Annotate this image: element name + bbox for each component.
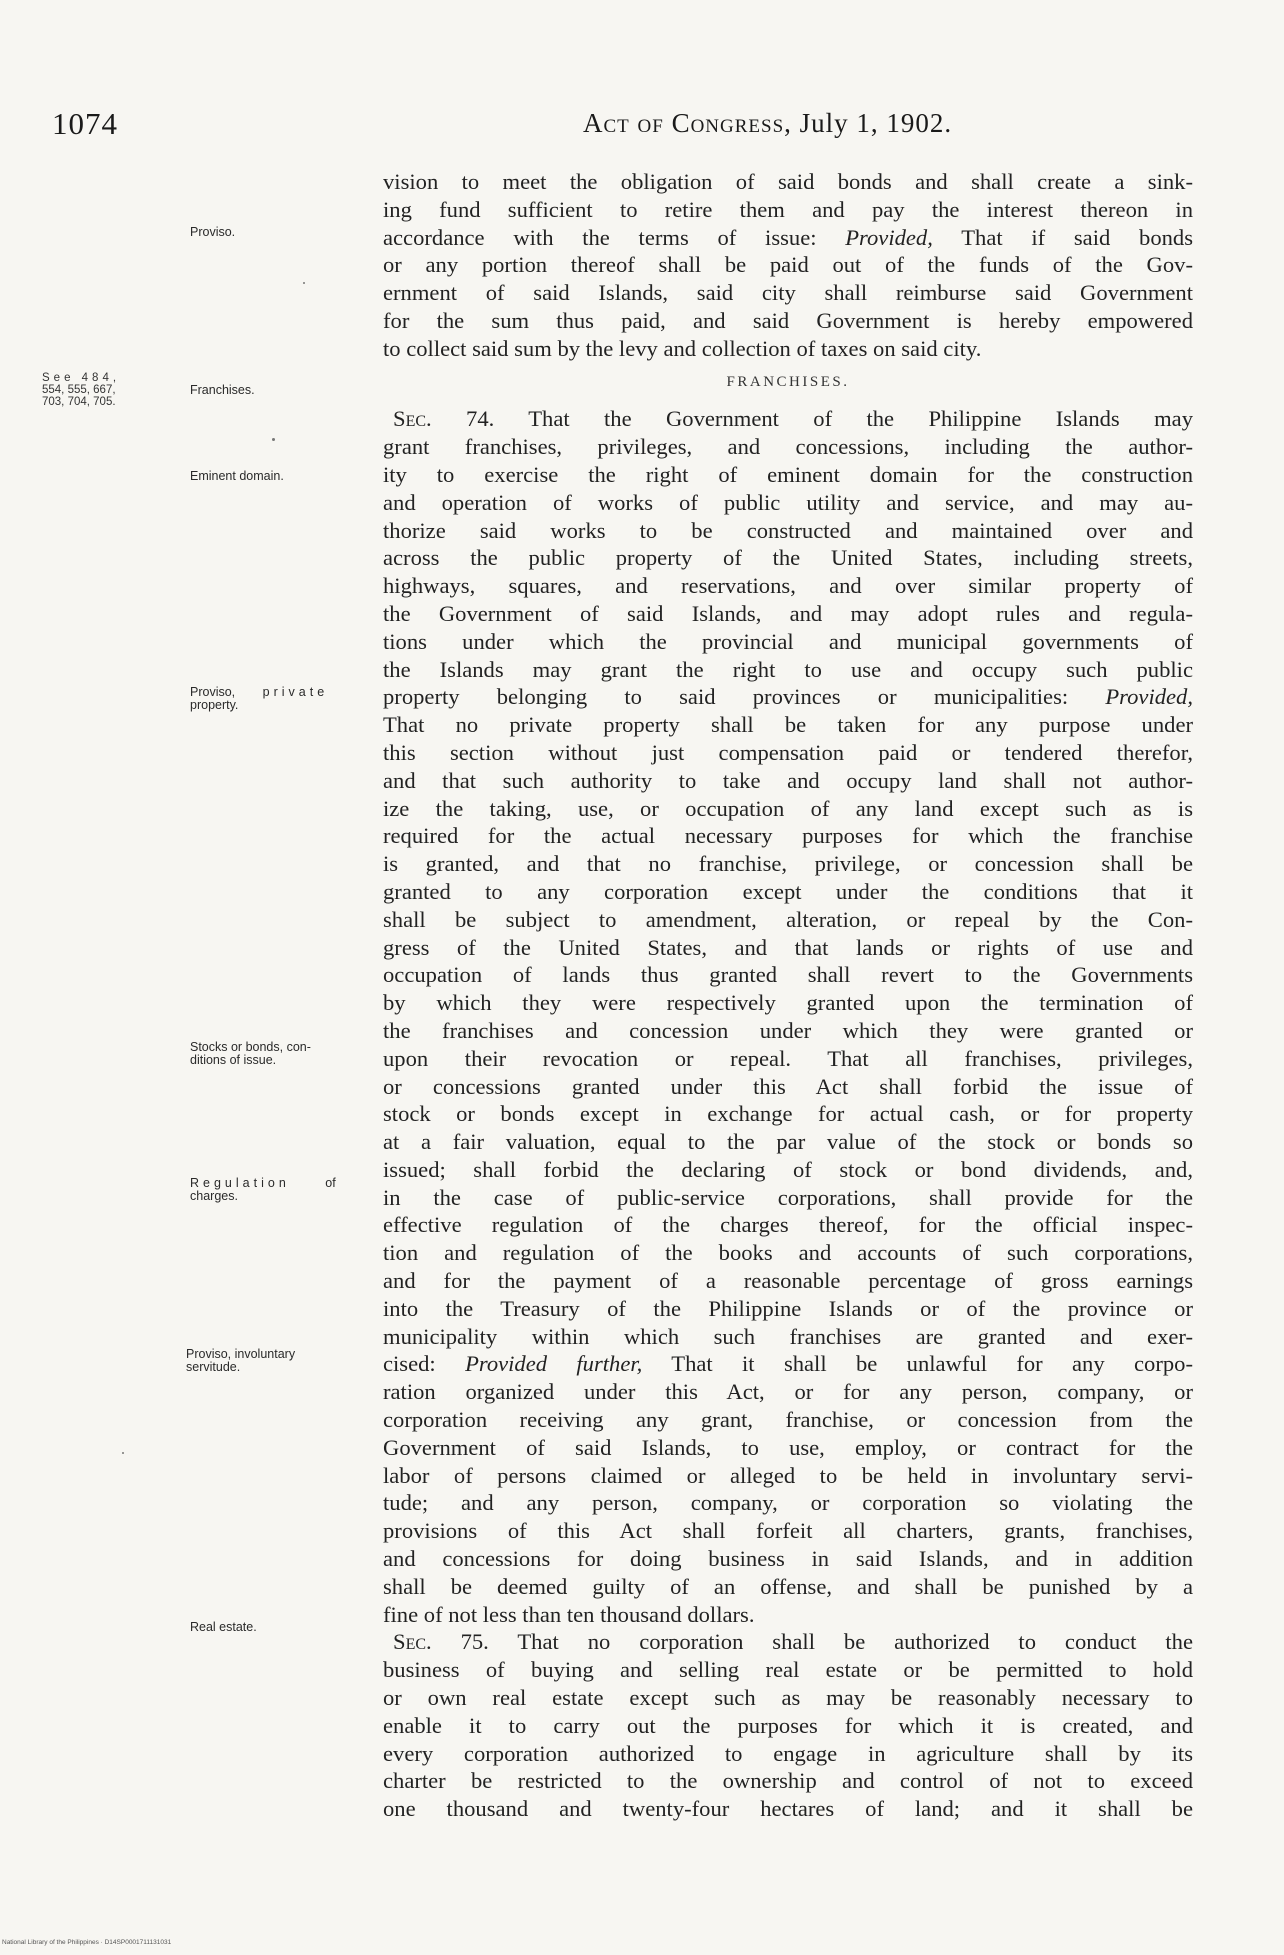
side-note-line: Regulation — [190, 1176, 290, 1190]
page-number: 1074 — [52, 106, 118, 141]
side-note-proviso: Proviso. — [190, 225, 236, 239]
side-note-proviso-private — [190, 686, 328, 712]
text-line: ize the taking, use, or occupation of any land except such as is — [383, 795, 1193, 821]
text-line: by which they were respectively granted upon the termination of — [383, 990, 1193, 1016]
text-line: business of buying and selling real estate or be permitted to hold — [383, 1657, 1193, 1683]
text-line: for the sum thus paid, and said Government is hereby empowered — [383, 307, 1193, 333]
text-line: every corporation authorized to engage in agriculture shall by its — [383, 1740, 1193, 1766]
section-label: Sec. 74. — [393, 406, 495, 432]
text-line: shall be deemed guilty of an offense, and shall be punished by a — [383, 1573, 1193, 1599]
text-line: That no private property shall be taken for any purpose under — [383, 712, 1193, 738]
text-line: ing fund sufficient to retire them and pay the interest thereon in — [383, 196, 1193, 222]
text-line: and that such authority to take and occupy land shall not author- — [383, 767, 1193, 793]
side-note-line: private — [262, 685, 329, 699]
text-line: fine of not less than ten thousand dollars. — [383, 1601, 755, 1627]
side-note-eminent-domain: Eminent domain. — [190, 469, 284, 483]
text-line: Sec. 74. That the Government of the Philippine Islands may — [393, 406, 1193, 432]
text-line: enable it to carry out the purposes for which it is created, and — [383, 1712, 1193, 1738]
text-line: upon their revocation or repeal. That all franchises, privileges, — [383, 1045, 1193, 1071]
text-line: gress of the United States, and that lands or rights of use and — [383, 934, 1193, 960]
text-line: the franchises and concession under which they were granted or — [383, 1017, 1193, 1043]
text-line: and for the payment of a reasonable percentage of gross earnings — [383, 1268, 1193, 1294]
running-head-date: July 1, 1902. — [799, 108, 953, 138]
text-line: provisions of this Act shall forfeit all charters, grants, franchises, — [383, 1518, 1193, 1544]
side-note-involuntary-servitude — [186, 1348, 295, 1374]
text-line: grant franchises, privileges, and concessions, including the author- — [383, 434, 1193, 460]
text-line: this section without just compensation paid or tendered therefor, — [383, 739, 1193, 765]
side-note-line: ditions of issue. — [190, 1053, 277, 1067]
running-head — [583, 108, 952, 139]
text-line: issued; shall forbid the declaring of stock or bond dividends, and, — [383, 1156, 1193, 1182]
text-line: thorize said works to be constructed and maintained over and — [383, 517, 1193, 543]
side-note-franchises: Franchises. — [190, 383, 255, 397]
text-line: stock or bonds except in exchange for actual cash, or for property — [383, 1101, 1193, 1127]
text-line: occupation of lands thus granted shall revert to the Governments — [383, 962, 1193, 988]
section-heading-franchises: FRANCHISES. — [726, 373, 850, 390]
text-line: required for the actual necessary purposes for which the franchise — [383, 823, 1193, 849]
text-line: property belonging to said provinces or municipalities: Provided, — [383, 684, 1193, 710]
scan-credit: National Library of the Philippines · D14SP0001711131031 — [2, 1939, 172, 1946]
provided-italic: Provided, — [845, 224, 933, 250]
text-line: accordance with the terms of issue: Provided, That if said bonds — [383, 224, 1193, 250]
text-line: ration organized under this Act, or for any person, company, or — [383, 1379, 1193, 1405]
scan-speck — [303, 282, 305, 284]
text-line: or concessions granted under this Act shall forbid the issue of — [383, 1073, 1193, 1099]
text-line: charter be restricted to the ownership and control of not to exceed — [383, 1768, 1193, 1794]
side-note-line: charges. — [190, 1189, 238, 1203]
side-note-stocks-bonds — [190, 1041, 311, 1067]
side-note-line: Proviso, involuntary — [186, 1347, 296, 1361]
text-line: Government of said Islands, to use, employ, or contract for the — [383, 1434, 1193, 1460]
text-line: cised: Provided further, That it shall be unlawful for any corpo- — [383, 1351, 1193, 1377]
text-line: at a fair valuation, equal to the par value of the stock or bonds so — [383, 1129, 1193, 1155]
text-line: and concessions for doing business in said Islands, and in addition — [383, 1546, 1193, 1572]
side-note-line: Proviso, — [190, 685, 236, 699]
side-note-line: property. — [190, 698, 239, 712]
text-line: Sec. 75. That no corporation shall be authorized to conduct the — [393, 1629, 1193, 1655]
text-line: vision to meet the obligation of said bonds and shall create a sink- — [383, 169, 1193, 194]
scan-speck — [272, 438, 275, 441]
text-line: effective regulation of the charges thereof, for the official inspec- — [383, 1212, 1193, 1238]
text-line: corporation receiving any grant, franchise, or concession from the — [383, 1407, 1193, 1433]
side-note-section-refs — [42, 372, 120, 408]
side-note-regulation-charges — [190, 1177, 336, 1203]
side-note-line: of — [325, 1176, 336, 1190]
scan-speck — [122, 1452, 124, 1454]
side-ref-line: See 484, — [42, 372, 121, 384]
text-line: the Government of said Islands, and may adopt rules and regula- — [383, 600, 1193, 626]
side-ref-line: 554, 555, 667, — [42, 384, 116, 396]
text-line: across the public property of the United States, including streets, — [383, 545, 1193, 571]
text-line: tude; and any person, company, or corporation so violating the — [383, 1490, 1193, 1516]
text-line: municipality within which such franchises are granted and exer- — [383, 1323, 1193, 1349]
side-ref-line: 703, 704, 705. — [42, 396, 116, 408]
section-label: Sec. 75. — [393, 1629, 489, 1655]
text-line: and operation of works of public utility and service, and may au- — [383, 489, 1193, 515]
text-line: granted to any corporation except under the conditions that it — [383, 878, 1193, 904]
text-line: the Islands may grant the right to use and occupy such public — [383, 656, 1193, 682]
side-note-line: Stocks or bonds, con- — [190, 1040, 311, 1054]
provided-further-italic: Provided further, — [465, 1351, 643, 1377]
text-line: highways, squares, and reservations, and over similar property of — [383, 573, 1193, 599]
text-line: one thousand and twenty-four hectares of land; and it shall be — [383, 1796, 1193, 1822]
provided-italic: Provided, — [1105, 684, 1193, 710]
text-line: shall be subject to amendment, alteration, or repeal by the Con- — [383, 906, 1193, 932]
text-line: in the case of public-service corporations, shall provide for the — [383, 1184, 1193, 1210]
text-line: ity to exercise the right of eminent domain for the construction — [383, 461, 1193, 487]
running-head-title: Act of Congress, — [583, 108, 792, 138]
text-line: into the Treasury of the Philippine Islands or of the province or — [383, 1295, 1193, 1321]
text-line: is granted, and that no franchise, privilege, or concession shall be — [383, 851, 1193, 877]
text-line: tion and regulation of the books and accounts of such corporations, — [383, 1240, 1193, 1266]
side-note-line: servitude. — [186, 1360, 241, 1374]
body-text — [383, 168, 1193, 1823]
side-note-real-estate: Real estate. — [190, 1620, 257, 1634]
text-line: to collect said sum by the levy and collection of taxes on said city. — [383, 335, 982, 361]
text-line: tions under which the provincial and municipal governments of — [383, 628, 1193, 654]
text-line: labor of persons claimed or alleged to be held in involuntary servi- — [383, 1462, 1193, 1488]
text-line: ernment of said Islands, said city shall reimburse said Government — [383, 280, 1193, 306]
text-line: or any portion thereof shall be paid out of the funds of the Gov- — [383, 252, 1193, 278]
text-line: or own real estate except such as may be reasonably necessary to — [383, 1685, 1193, 1711]
